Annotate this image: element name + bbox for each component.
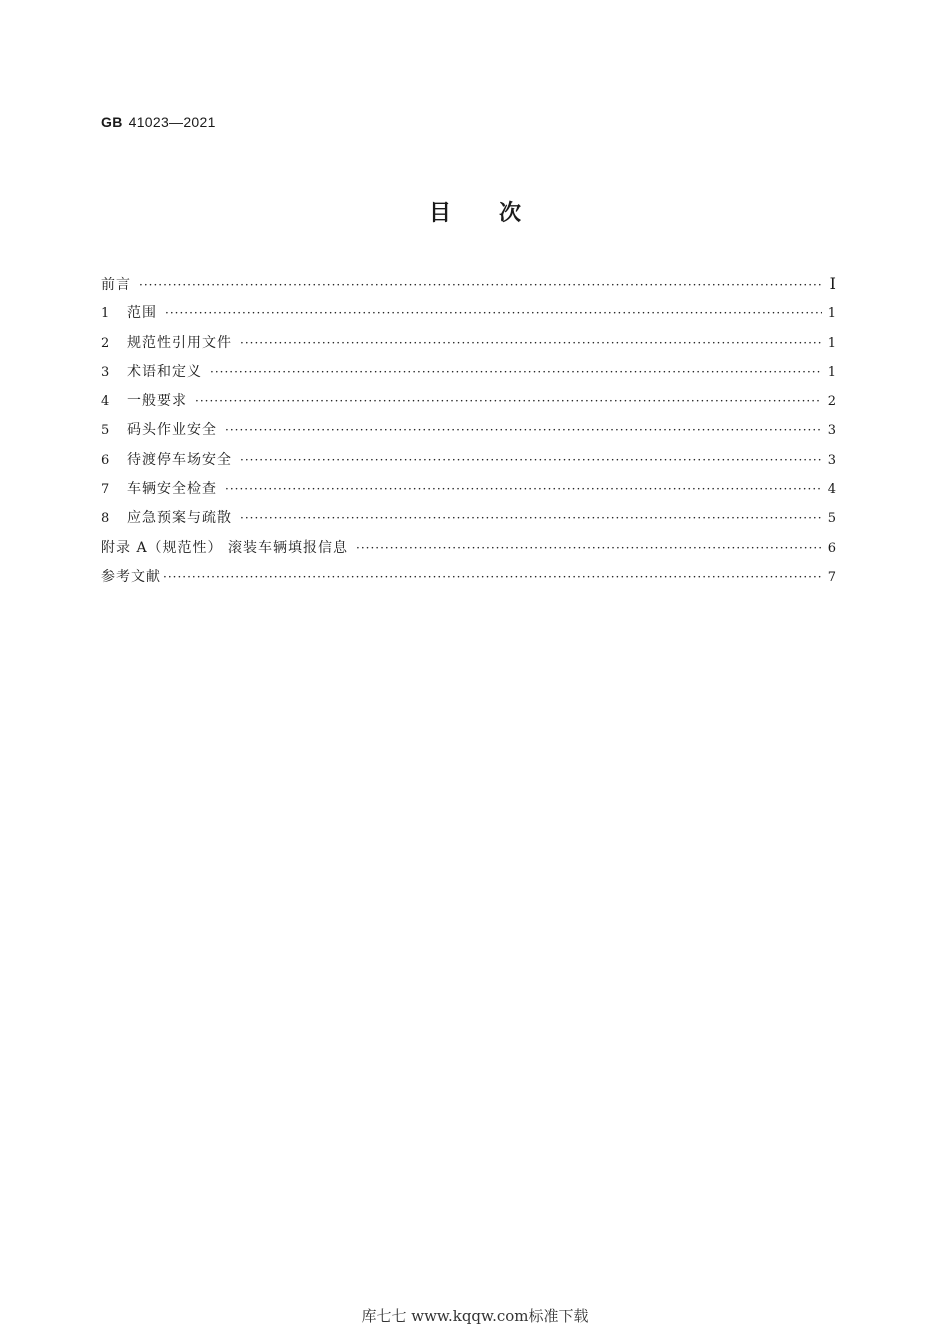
toc-entry-page: 2 xyxy=(827,394,836,410)
toc-leader-dots xyxy=(225,420,822,440)
toc-entry-foreword[interactable] xyxy=(101,274,836,303)
toc-entry-emergency-plan[interactable] xyxy=(101,508,836,537)
toc-entry-terms[interactable] xyxy=(101,362,836,391)
toc-leader-dots xyxy=(240,508,822,528)
toc-entry-page: Ⅰ xyxy=(829,274,836,293)
toc-leader-dots xyxy=(165,303,822,323)
toc-entry-page: 1 xyxy=(827,335,836,351)
toc-entry-text: 码头作业安全 xyxy=(127,422,217,439)
watermark-footer: 库七七 www.kqqw.com标准下载 xyxy=(361,1307,589,1325)
toc-leader-dots xyxy=(240,333,822,353)
toc-leader-dots xyxy=(195,391,822,411)
toc-entry-page: 3 xyxy=(827,423,836,439)
toc-entry-page: 3 xyxy=(827,452,836,468)
toc-entry-text: 附录 A（规范性） 滚装车辆填报信息 xyxy=(101,539,349,556)
toc-entry-number: 5 xyxy=(101,423,110,439)
toc-entry-general-requirements[interactable] xyxy=(101,391,836,420)
toc-entry-scope[interactable] xyxy=(101,303,836,332)
toc-entry-number: 3 xyxy=(101,364,110,380)
toc-entry-number: 2 xyxy=(101,335,110,351)
table-of-contents xyxy=(101,274,836,596)
page-title-part2: 次 xyxy=(499,201,522,226)
toc-leader-dots xyxy=(356,538,822,558)
toc-entry-text: 范围 xyxy=(127,305,157,322)
toc-leader-dots xyxy=(163,567,822,587)
toc-entry-page: 1 xyxy=(827,306,836,322)
toc-entry-bibliography[interactable] xyxy=(101,567,836,596)
toc-entry-appendix-a[interactable] xyxy=(101,538,836,567)
toc-entry-text: 一般要求 xyxy=(127,393,187,410)
standard-prefix: GB xyxy=(101,114,123,130)
page-title xyxy=(0,196,950,227)
toc-entry-page: 6 xyxy=(827,540,836,556)
toc-entry-text: 待渡停车场安全 xyxy=(127,451,232,468)
standard-number: 41023—2021 xyxy=(128,114,216,130)
toc-entry-page: 7 xyxy=(827,569,836,585)
toc-entry-page: 1 xyxy=(827,364,836,380)
toc-entry-text: 术语和定义 xyxy=(127,363,202,380)
toc-entry-number: 4 xyxy=(101,394,110,410)
toc-entry-terminal-safety[interactable] xyxy=(101,420,836,449)
toc-entry-number: 7 xyxy=(101,482,110,498)
toc-entry-text: 前言 xyxy=(101,277,131,293)
toc-entry-vehicle-inspection[interactable] xyxy=(101,479,836,508)
toc-entry-number: 1 xyxy=(101,306,110,322)
toc-entry-page: 5 xyxy=(827,511,836,527)
toc-entry-page: 4 xyxy=(827,482,836,498)
toc-leader-dots xyxy=(225,479,822,499)
toc-entry-number: 6 xyxy=(101,452,110,468)
toc-entry-text: 规范性引用文件 xyxy=(127,334,232,351)
toc-entry-text: 车辆安全检查 xyxy=(127,481,217,498)
toc-entry-parking-safety[interactable] xyxy=(101,450,836,479)
toc-entry-text: 应急预案与疏散 xyxy=(127,510,232,527)
toc-entry-text: 参考文献 xyxy=(101,568,161,585)
toc-entry-number: 8 xyxy=(101,511,110,527)
toc-leader-dots xyxy=(210,362,822,382)
toc-leader-dots xyxy=(139,275,822,295)
toc-leader-dots xyxy=(240,450,822,470)
toc-entry-normative-references[interactable] xyxy=(101,333,836,362)
standard-code xyxy=(101,114,216,130)
page-title-part1: 目 xyxy=(428,201,451,226)
